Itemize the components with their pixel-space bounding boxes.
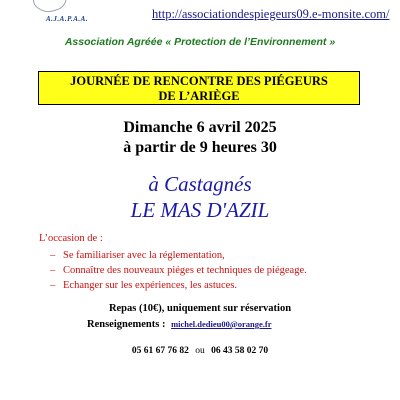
phone-line (0, 346, 400, 356)
dash-bullet-icon: – (50, 250, 56, 261)
association-logo-icon (30, 0, 70, 14)
meal-info: Repas (10€), uniquement sur réservation (108, 303, 292, 314)
event-place: LE MAS D'AZIL (130, 198, 270, 222)
banner-line-2: DE L’ARIÈGE (158, 89, 240, 103)
phone-separator: ou (195, 346, 205, 356)
banner-line-1: JOURNÉE DE RENCONTRE DES PIÉGEURS (70, 74, 328, 88)
list-item-text: Se familiariser avec la réglementation, (63, 250, 225, 261)
phone-number-2: 06 43 58 02 70 (211, 346, 269, 356)
dash-bullet-icon: – (50, 265, 56, 276)
event-time: à partir de 9 heures 30 (123, 139, 277, 156)
info-line (87, 319, 272, 330)
occasion-list (50, 248, 307, 293)
dash-bullet-icon: – (50, 280, 56, 291)
list-item-text: Echanger sur les expériences, les astuces. (63, 280, 238, 291)
occasion-intro: L’occasion de : (39, 233, 103, 244)
event-date: Dimanche 6 avril 2025 (123, 119, 277, 136)
logo-text: A.J.A.P.A.A. (46, 15, 89, 23)
email-link[interactable]: michel.dedieu00@orange.fr (171, 319, 272, 329)
event-title-banner (38, 71, 360, 105)
phone-number-1: 05 61 67 76 82 (131, 346, 189, 356)
list-item-text: Connaître des nouveaux piéges et techniques de piégeage. (63, 265, 307, 276)
list-item (50, 278, 307, 293)
list-item (50, 263, 307, 278)
website-link[interactable]: http://associationdespiegeurs09.e-monsite.com/ (152, 7, 390, 21)
info-label: Renseignements : (87, 319, 166, 330)
list-item (50, 248, 307, 263)
event-town: à Castagnés (148, 172, 252, 196)
association-tagline: Association Agréée « Protection de l’Environnement » (64, 36, 336, 48)
